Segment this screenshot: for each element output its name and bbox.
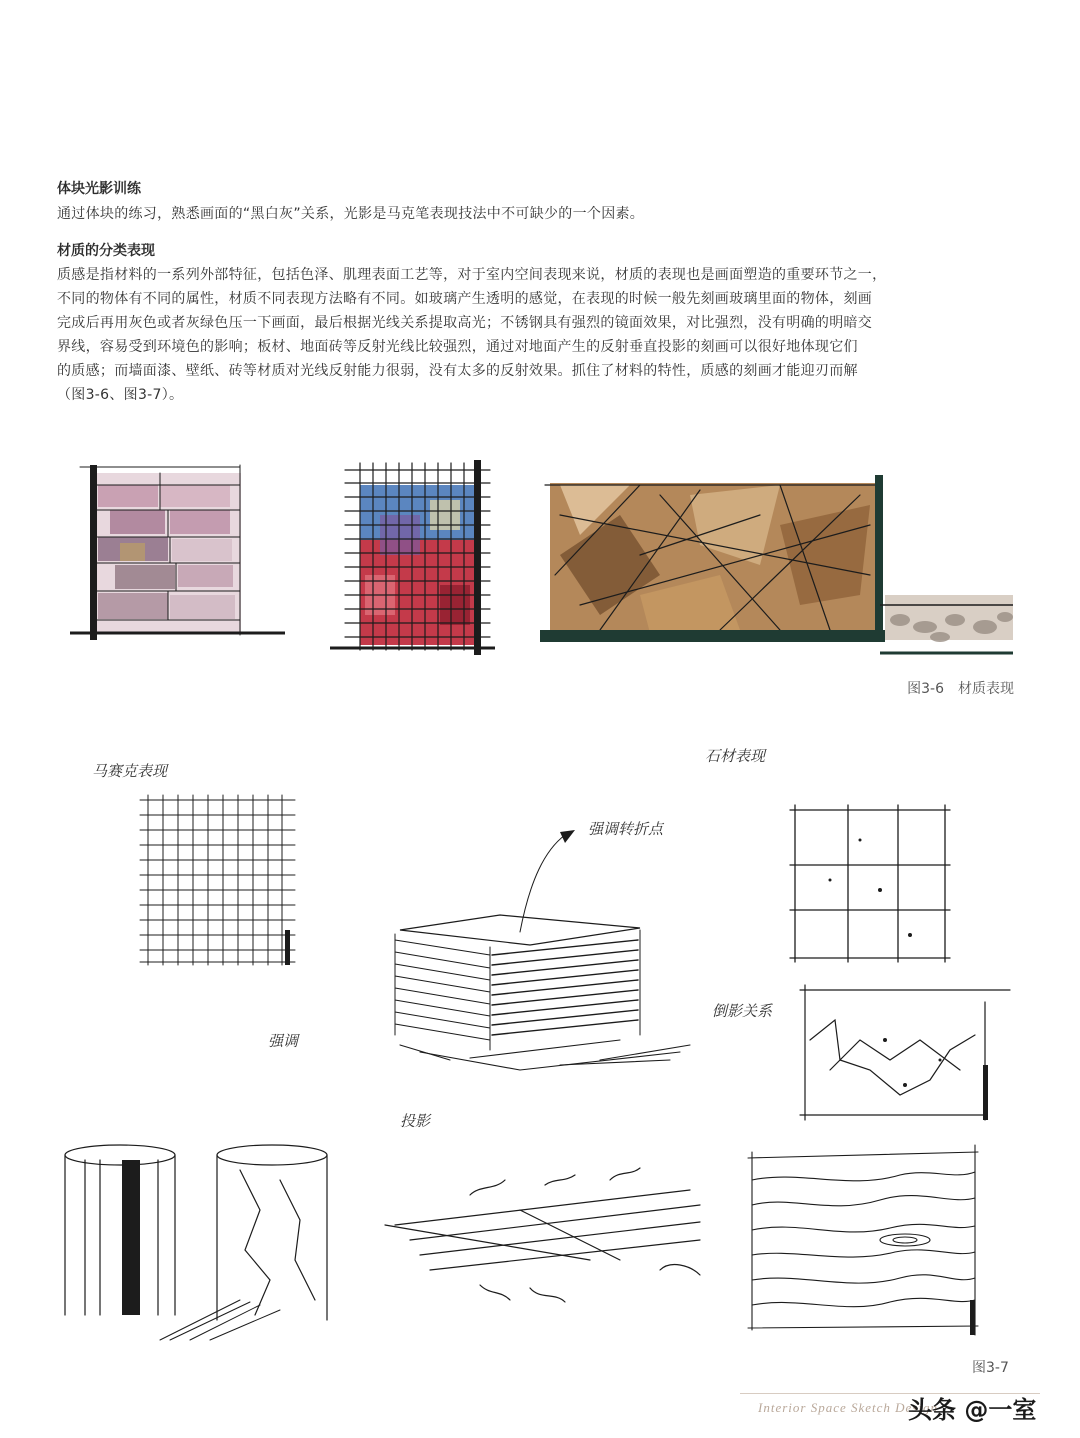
footer-running-title: Interior Space Sketch Design <box>758 1400 938 1415</box>
figure-3-6 <box>0 455 1080 675</box>
wood-wall-sketch <box>540 475 1013 653</box>
paragraph-line: 界线，容易受到环境色的影响；板材、地面砖等反射光线比较强烈，通过对地面产生的反射垂直投影的刻画可以很好地体现它们 <box>57 339 858 355</box>
paragraph-line: 质感是指材料的一系列外部特征，包括色泽、肌理表面工艺等，对于室内空间表现来说，材质的表现也是画面塑造的重要环节之一， <box>57 267 887 283</box>
section-body-materials <box>57 263 1047 407</box>
marble-cylinder-sketch <box>217 1145 327 1320</box>
paragraph-line: 完成后再用灰色或者灰绿色压一下画面，最后根据光线关系提取高光；不锈钢具有强烈的镜面效果，对比强烈，没有明确的明暗交 <box>57 315 873 331</box>
brick-wall-sketch <box>70 465 285 640</box>
paragraph-line: 的质感；而墙面漆、壁纸、砖等材质对光线反射能力很弱，没有太多的反射效果。抓住了材料的特性，质感的刻画才能迎刃而解 <box>57 363 858 379</box>
note-turning-point: 强调转折点 <box>588 820 664 838</box>
watermark: 头条 @一室 <box>908 1396 1037 1424</box>
steel-cylinder-sketch <box>65 1145 175 1315</box>
figure-3-6-caption: 图3-6 材质表现 <box>907 681 1014 697</box>
section-heading-materials: 材质的分类表现 <box>57 243 155 259</box>
note-emphasis: 强调 <box>268 1032 299 1050</box>
wood-grain-panel-sketch <box>748 1145 978 1335</box>
wood-block-sketch <box>395 830 690 1070</box>
section-body-block-shadow: 通过体块的练习，熟悉画面的“黑白灰”关系，光影是马克笔表现技法中不可缺少的一个因素。 <box>57 206 645 222</box>
figure-3-7 <box>0 740 1080 1360</box>
mosaic-sketch <box>330 460 495 655</box>
floor-reflection-sketch <box>385 1168 700 1302</box>
section-heading-block-shadow: 体块光影训练 <box>57 181 141 197</box>
stone-tile-sketch <box>790 805 950 962</box>
mosaic-grid-sketch <box>140 795 295 965</box>
note-projection: 投影 <box>400 1112 431 1130</box>
stone-slab-sketch <box>800 985 1010 1120</box>
note-reflection: 倒影关系 <box>712 1002 773 1020</box>
note-stone: 石材表现 <box>705 747 766 765</box>
paragraph-line: （图3-6、图3-7）。 <box>57 387 184 403</box>
figure-3-7-caption: 图3-7 <box>972 1360 1009 1376</box>
note-mosaic: 马赛克表现 <box>92 762 168 780</box>
paragraph-line: 不同的物体有不同的属性，材质不同表现方法略有不同。如玻璃产生透明的感觉，在表现的时候一般先刻画玻璃里面的物体，刻画 <box>57 291 873 307</box>
